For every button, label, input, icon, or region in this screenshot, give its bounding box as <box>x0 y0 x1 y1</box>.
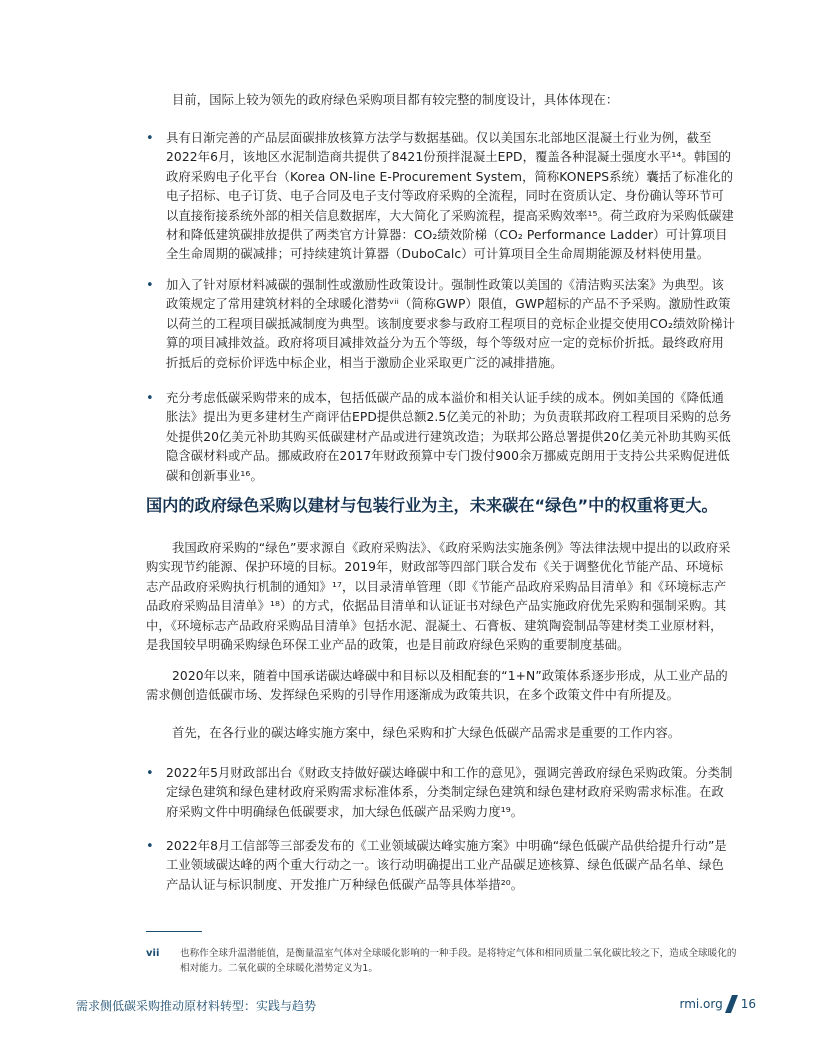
list-item <box>146 129 736 265</box>
intro-paragraph: 目前，国际上较为领先的政府绿色采购项目都有较完整的制度设计，具体体现在： <box>172 93 619 107</box>
list-item-text: 2022年5月财政部出台《财政支持做好碳达峰碳中和工作的意见》，强调完善政府绿色采购政策。分类制定绿色建筑和绿色建材政府采购需求标准体系，分类制定绿色建筑和绿色建材政府采购需求标准。在政府采购文件中明确绿色低碳要求，加大绿色低碳产品采购力度¹⁹。 <box>166 766 733 819</box>
bullet-icon: • <box>146 278 154 293</box>
bullet-icon: • <box>146 839 154 854</box>
slash-icon <box>725 995 739 1013</box>
list-item <box>146 764 736 822</box>
footnote-text: 也称作全球升温潜能值，是衡量温室气体对全球暖化影响的一种手段。是将特定气体和相同质量二氧化碳比较之下，造成全球暖化的相对能力。二氧化碳的全球暖化潜势定义为1。 <box>180 948 737 974</box>
list-item-text: 2022年8月工信部等三部委发布的《工业领域碳达峰实施方案》中明确“绿色低碳产品供给提升行动”是工业领域碳达峰的两个重大行动之一。该行动明确提出工业产品碳足迹核算、绿色低碳产品名单、绿色产品认证与标识制度、开发推广万种绿色低碳产品等具体举措²⁰。 <box>166 839 727 892</box>
footnote-marker: vii <box>146 948 160 959</box>
bullet-icon: • <box>146 131 154 146</box>
list-item-text: 充分考虑低碳采购带来的成本，包括低碳产品的成本溢价和相关认证手续的成本。例如美国的《降低通胀法》提出为更多建材生产商评估EPD提供总额2.5亿美元的补助；为负责联邦政府工程项目采购的总务处提供20亿美元补助其购买低碳建材产品或进行建筑改造；为联邦公路总署提供20亿美元补助其购买低隐含碳材料或产品。挪威政府在2017年财政预算中专门拨付900余万挪威克朗用于支持公共采购促进低碳和创新事业¹⁶。 <box>166 391 732 483</box>
footnote-divider <box>146 931 202 932</box>
page-number: 16 <box>740 997 756 1011</box>
bullet-icon: • <box>146 766 154 781</box>
list-item-text: 具有日渐完善的产品层面碳排放核算方法学与数据基础。仅以美国东北部地区混凝土行业为例，截至2022年6月，该地区水泥制造商共提供了8421份预拌混凝土EPD，覆盖各种混凝土强度水平¹⁴。韩国的政府采购电子化平台（Korea ON-line E-Procurement System，简称KONEPS系统）囊括了标准化的电子招标、电子订货、电子合同及电子支付等政府采购的全流程，同时在资质认定、身份确认等环节可以直接衔接系统外部的相关信息数据库，大大简化了采购流程，提高采购效率¹⁵。荷兰政府为采购低碳建材和降低建筑碳排放提供了两类官方计算器：CO₂绩效阶梯（CO₂ Performance Ladder）可计算项目全生命周期的碳减排；可持续建筑计算器（DuboCalc）可计算项目全生命周期能源及材料使用量。 <box>166 131 734 262</box>
list-item <box>146 276 736 373</box>
body-paragraph: 我国政府采购的“绿色”要求源自《政府采购法》、《政府采购法实施条例》等法律法规中提出的以政府采购实现节约能源、保护环境的目标。2019年，财政部等四部门联合发布《关于调整优化节能产品、环境标志产品政府采购执行机制的通知》¹⁷，以目录清单管理（即《节能产品政府采购品目清单》和《环境标志产品政府采购品目清单》¹⁸）的方式，依据品目清单和认证证书对绿色产品实施政府优先采购和强制采购。其中，《环境标志产品政府采购品目清单》包括水泥、混凝土、石膏板、建筑陶瓷制品等建材类工业原材料，是我国较早明确采购绿色环保工业产品的政策，也是目前政府绿色采购的重要制度基础。 <box>146 541 731 653</box>
list-item <box>146 837 736 895</box>
footer-site-link[interactable]: rmi.org <box>679 997 723 1011</box>
body-paragraph: 首先，在各行业的碳达峰实施方案中，绿色采购和扩大绿色低碳产品需求是重要的工作内容。 <box>172 726 681 740</box>
footer-page-info <box>679 995 756 1013</box>
list-item <box>146 389 736 486</box>
footer-title: 需求侧低碳采购推动原材料转型：实践与趋势 <box>76 999 317 1013</box>
section-heading: 国内的政府绿色采购以建材与包装行业为主，未来碳在“绿色”中的权重将更大。 <box>146 496 718 515</box>
bullet-icon: • <box>146 391 154 406</box>
body-paragraph: 2020年以来，随着中国承诺碳达峰碳中和目标以及相配套的“1+N”政策体系逐步形成，从工业产品的需求侧创造低碳市场、发挥绿色采购的引导作用逐渐成为政策共识，在多个政策文件中有所提及。 <box>146 669 728 703</box>
list-item-text: 加入了针对原材料减碳的强制性或激励性政策设计。强制性政策以美国的《清洁购买法案》为典型。该政策规定了常用建筑材料的全球暖化潜势ᵛⁱⁱ（简称GWP）限值，GWP超标的产品不予采购。激励性政策以荷兰的工程项目碳抵减制度为典型。该制度要求参与政府工程项目的竞标企业提交使用CO₂绩效阶梯计算的项目减排效益。政府将项目减排效益分为五个等级，每个等级对应一定的竞标价折抵。最终政府用折抵后的竞标价评选中标企业，相当于激励企业采取更广泛的减排措施。 <box>166 278 735 370</box>
